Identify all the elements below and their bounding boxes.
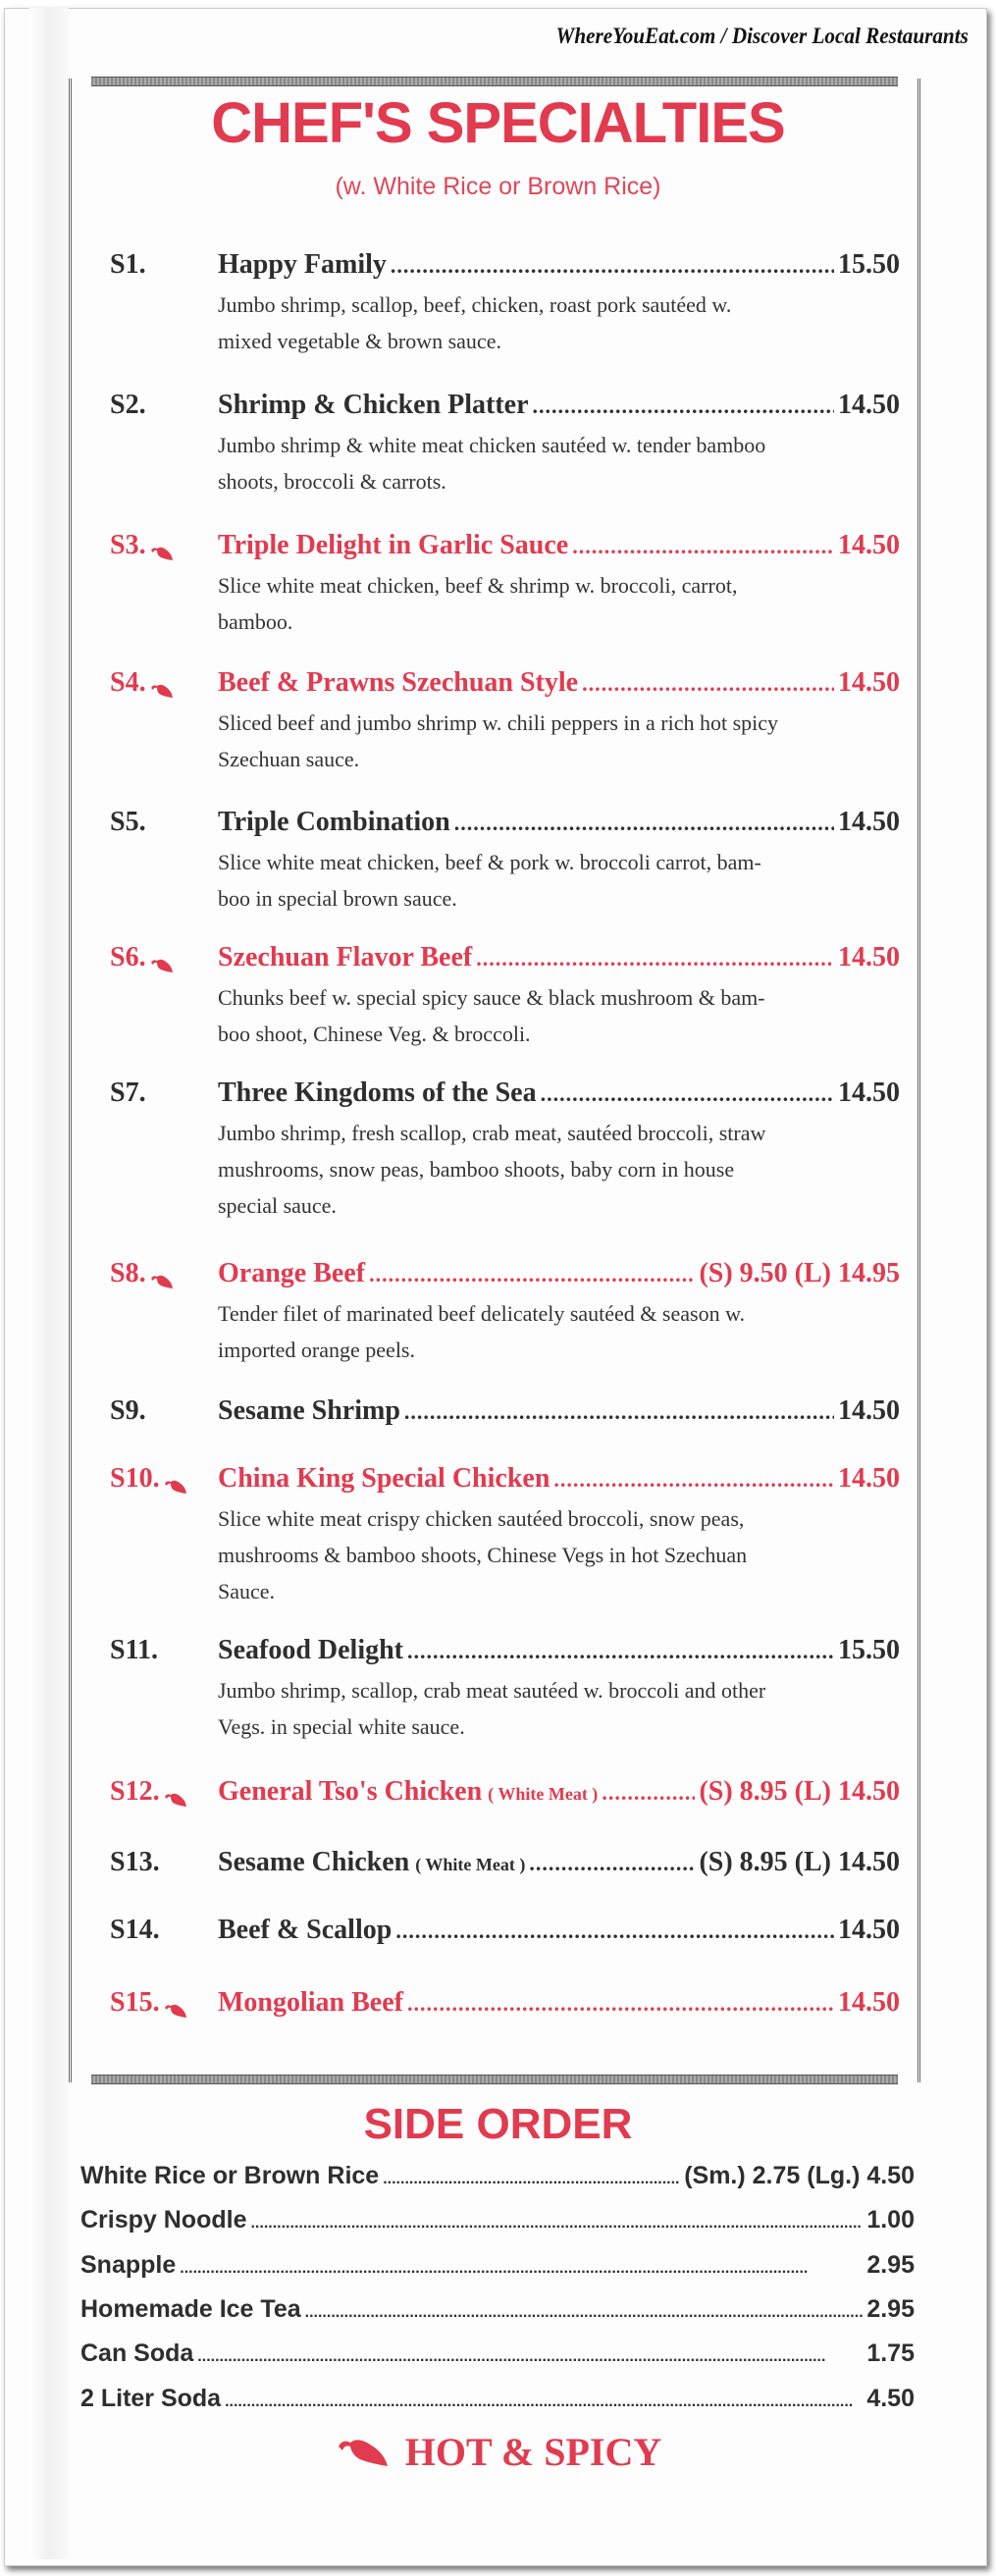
item-description <box>218 567 900 640</box>
description-line: Sliced beef and jumbo shrimp w. chili peppers in a rich hot spicy <box>218 710 779 735</box>
item-price: (S) 8.95 (L) 14.50 <box>699 1847 900 1877</box>
item-name: Orange Beef <box>218 1258 366 1288</box>
item-code-text: S8. <box>110 1258 146 1288</box>
description-line: boo shoot, Chinese Veg. & broccoli. <box>218 1022 531 1046</box>
side-order-item <box>80 2251 915 2280</box>
side-item-name: White Rice or Brown Rice <box>80 2162 380 2189</box>
description-line: bamboo. <box>218 609 293 634</box>
item-name: Shrimp & Chicken Platter <box>218 390 529 420</box>
item-name: Beef & Prawns Szechuan Style <box>218 667 579 698</box>
description-line: imported orange peels. <box>218 1338 415 1362</box>
legend <box>0 2429 996 2475</box>
item-name: Szechuan Flavor Beef <box>218 942 473 973</box>
item-price: 14.50 <box>838 1915 900 1945</box>
item-description <box>218 287 900 359</box>
item-price: 15.50 <box>838 1635 900 1665</box>
menu-item <box>110 1258 900 1368</box>
description-line: mushrooms & bamboo shoots, Chinese Vegs in hot Szechuan <box>218 1543 748 1567</box>
side-order-item <box>80 2339 915 2368</box>
side-order-item <box>80 2162 915 2190</box>
item-code <box>110 1987 218 2019</box>
item-code-text: S15. <box>110 1987 160 2018</box>
item-code-text: S11. <box>110 1635 159 1665</box>
item-description <box>218 844 900 917</box>
dot-leader <box>533 394 834 419</box>
item-description <box>218 705 900 777</box>
item-name: Sesame Chicken <box>218 1847 410 1877</box>
item-header <box>110 667 900 703</box>
side-item-price: 1.00 <box>866 2206 915 2234</box>
item-code-text: S14. <box>110 1915 160 1945</box>
item-code-text: S1. <box>110 249 146 280</box>
item-code <box>110 1847 218 1878</box>
description-line: Vegs. in special white sauce. <box>218 1714 465 1739</box>
menu-item <box>110 1635 900 1745</box>
item-header <box>110 1395 900 1431</box>
menu-item <box>110 530 900 640</box>
description-line: boo in special brown sauce. <box>218 886 457 911</box>
hot-pepper-icon <box>150 538 174 553</box>
menu-item <box>110 1776 900 1812</box>
item-code <box>110 530 218 561</box>
menu-item <box>110 390 900 499</box>
item-code <box>110 667 218 699</box>
item-name: Triple Combination <box>218 807 450 837</box>
item-price: 14.50 <box>838 1395 900 1426</box>
item-code-text: S12. <box>110 1776 160 1807</box>
dot-leader <box>529 1851 695 1876</box>
side-item-price: 1.75 <box>866 2339 915 2367</box>
item-name: Triple Delight in Garlic Sauce <box>218 530 569 560</box>
item-name: Seafood Delight <box>218 1635 403 1665</box>
dot-leader <box>197 2348 863 2366</box>
hot-pepper-icon <box>164 1995 187 2011</box>
side-item-name: Snapple <box>80 2251 177 2279</box>
dot-leader <box>582 671 834 697</box>
menu-item <box>110 1915 900 1950</box>
item-header <box>110 1776 900 1812</box>
dot-leader <box>553 1467 834 1493</box>
item-name: Sesame Shrimp <box>218 1395 400 1426</box>
dot-leader <box>602 1780 695 1806</box>
dot-leader <box>383 2171 680 2188</box>
description-line: Jumbo shrimp & white meat chicken sautéed w. tender bamboo <box>218 433 766 457</box>
item-code <box>110 1078 218 1109</box>
item-code-text: S5. <box>110 807 146 837</box>
item-header <box>110 1915 900 1950</box>
item-description <box>218 1115 900 1224</box>
hot-pepper-icon <box>164 1784 187 1800</box>
item-code-text: S9. <box>110 1395 146 1426</box>
item-price: 14.50 <box>838 390 900 420</box>
item-price: (S) 9.50 (L) 14.95 <box>699 1258 900 1288</box>
menu-item <box>110 1463 900 1609</box>
description-line: Szechuan sauce. <box>218 747 360 771</box>
item-name: China King Special Chicken <box>218 1463 550 1494</box>
item-header <box>110 942 900 977</box>
description-line: mushrooms, snow peas, bamboo shoots, baby corn in house <box>218 1157 735 1182</box>
description-line: Jumbo shrimp, scallop, beef, chicken, roast pork sautéed w. <box>218 292 732 317</box>
item-name: Happy Family <box>218 249 387 280</box>
side-order-title: SIDE ORDER <box>363 2100 633 2148</box>
dot-leader <box>541 1081 834 1107</box>
item-price: 14.50 <box>838 530 900 560</box>
side-item-price: 2.95 <box>866 2295 915 2323</box>
menu-item <box>110 1078 900 1224</box>
item-note: ( White Meat ) <box>488 1784 599 1804</box>
item-header <box>110 1987 900 2023</box>
item-description <box>218 979 900 1052</box>
hot-pepper-icon <box>150 675 174 691</box>
side-item-name: Can Soda <box>80 2339 194 2367</box>
menu-item <box>110 1987 900 2023</box>
description-line: Chunks beef w. special spicy sauce & black mushroom & bam- <box>218 985 765 1010</box>
item-code-text: S6. <box>110 942 146 973</box>
item-code <box>110 1635 218 1666</box>
description-line: Sauce. <box>218 1579 276 1603</box>
item-header <box>110 249 900 285</box>
dot-leader <box>407 1991 834 2017</box>
item-code <box>110 249 218 281</box>
dot-leader <box>369 1262 695 1288</box>
side-order-item <box>80 2295 915 2324</box>
item-header <box>110 807 900 842</box>
hot-pepper-icon <box>335 2435 392 2470</box>
description-line: special sauce. <box>218 1193 337 1218</box>
item-description <box>218 1672 900 1745</box>
item-note: ( White Meat ) <box>415 1855 526 1874</box>
item-price: 14.50 <box>838 1987 900 2018</box>
item-price: 14.50 <box>838 1463 900 1494</box>
item-price: 14.50 <box>838 942 900 973</box>
item-code-text: S10. <box>110 1463 160 1494</box>
description-line: Jumbo shrimp, scallop, crab meat sautéed w. broccoli and other <box>218 1678 766 1703</box>
side-item-price: 2.95 <box>866 2251 915 2279</box>
item-description <box>218 427 900 499</box>
item-code <box>110 807 218 838</box>
section-title: CHEF'S SPECIALTIES <box>211 91 785 155</box>
menu-item <box>110 807 900 917</box>
item-code <box>110 1258 218 1289</box>
item-price: (S) 8.95 (L) 14.50 <box>699 1776 900 1807</box>
dot-leader <box>407 1639 834 1664</box>
hot-pepper-icon <box>164 1471 187 1487</box>
description-line: Jumbo shrimp, fresh scallop, crab meat, sautéed broccoli, straw <box>218 1121 766 1145</box>
legend-label: HOT & SPICY <box>404 2430 662 2474</box>
item-code-text: S3. <box>110 530 146 560</box>
description-line: Slice white meat crispy chicken sautéed broccoli, snow peas, <box>218 1506 745 1531</box>
dot-leader <box>180 2260 863 2278</box>
item-description <box>218 1500 900 1609</box>
item-code <box>110 1915 218 1946</box>
side-item-name: 2 Liter Soda <box>80 2385 222 2412</box>
description-line: shoots, broccoli & carrots. <box>218 469 446 494</box>
section-subtitle: (w. White Rice or Brown Rice) <box>335 173 661 200</box>
hot-pepper-icon <box>150 1266 174 1282</box>
side-item-price: (Sm.) 2.75 (Lg.) 4.50 <box>684 2162 915 2189</box>
item-code-text: S13. <box>110 1847 160 1877</box>
item-code <box>110 942 218 973</box>
item-header <box>110 1847 900 1882</box>
description-line: mixed vegetable & brown sauce. <box>218 329 501 353</box>
menu-item <box>110 942 900 1052</box>
item-code-text: S4. <box>110 667 146 698</box>
item-code-text: S2. <box>110 390 146 420</box>
side-item-name: Homemade Ice Tea <box>80 2295 301 2323</box>
item-price: 14.50 <box>838 667 900 698</box>
item-code-text: S7. <box>110 1078 146 1108</box>
side-order-item <box>80 2385 915 2413</box>
item-header <box>110 1635 900 1670</box>
dot-leader <box>476 946 834 972</box>
dot-leader <box>225 2393 863 2411</box>
side-item-name: Crispy Noodle <box>80 2206 247 2234</box>
menu-item <box>110 1395 900 1431</box>
description-line: Slice white meat chicken, beef & shrimp w. broccoli, carrot, <box>218 573 738 598</box>
item-name: Mongolian Beef <box>218 1987 403 2018</box>
dot-leader <box>572 534 834 559</box>
item-code <box>110 1776 218 1808</box>
paper-shading <box>29 8 69 2559</box>
item-name: General Tso's Chicken <box>218 1776 483 1807</box>
site-watermark: WhereYouEat.com / Discover Local Restaurants <box>555 24 969 48</box>
menu-item <box>110 667 900 777</box>
dot-leader <box>391 253 834 279</box>
item-code <box>110 390 218 421</box>
item-description <box>218 1295 900 1368</box>
description-line: Slice white meat chicken, beef & pork w. broccoli carrot, bam- <box>218 850 761 874</box>
item-name: Beef & Scallop <box>218 1915 393 1945</box>
item-price: 14.50 <box>838 807 900 837</box>
description-line: Tender filet of marinated beef delicately sautéed & season w. <box>218 1301 746 1326</box>
item-header <box>110 1078 900 1113</box>
dot-leader <box>250 2215 863 2233</box>
dot-leader <box>395 1919 834 1944</box>
item-header <box>110 1463 900 1498</box>
side-item-price: 4.50 <box>866 2385 915 2412</box>
hot-pepper-icon <box>150 950 174 966</box>
menu-item <box>110 249 900 359</box>
item-code <box>110 1463 218 1495</box>
item-price: 14.50 <box>838 1078 900 1108</box>
dot-leader <box>305 2304 864 2322</box>
item-price: 15.50 <box>838 249 900 280</box>
item-header <box>110 530 900 565</box>
dot-leader <box>454 811 834 836</box>
side-order-item <box>80 2206 915 2234</box>
item-header <box>110 390 900 425</box>
item-header <box>110 1258 900 1293</box>
menu-item <box>110 1847 900 1882</box>
dot-leader <box>404 1399 834 1425</box>
item-code <box>110 1395 218 1427</box>
item-name: Three Kingdoms of the Sea <box>218 1078 537 1108</box>
